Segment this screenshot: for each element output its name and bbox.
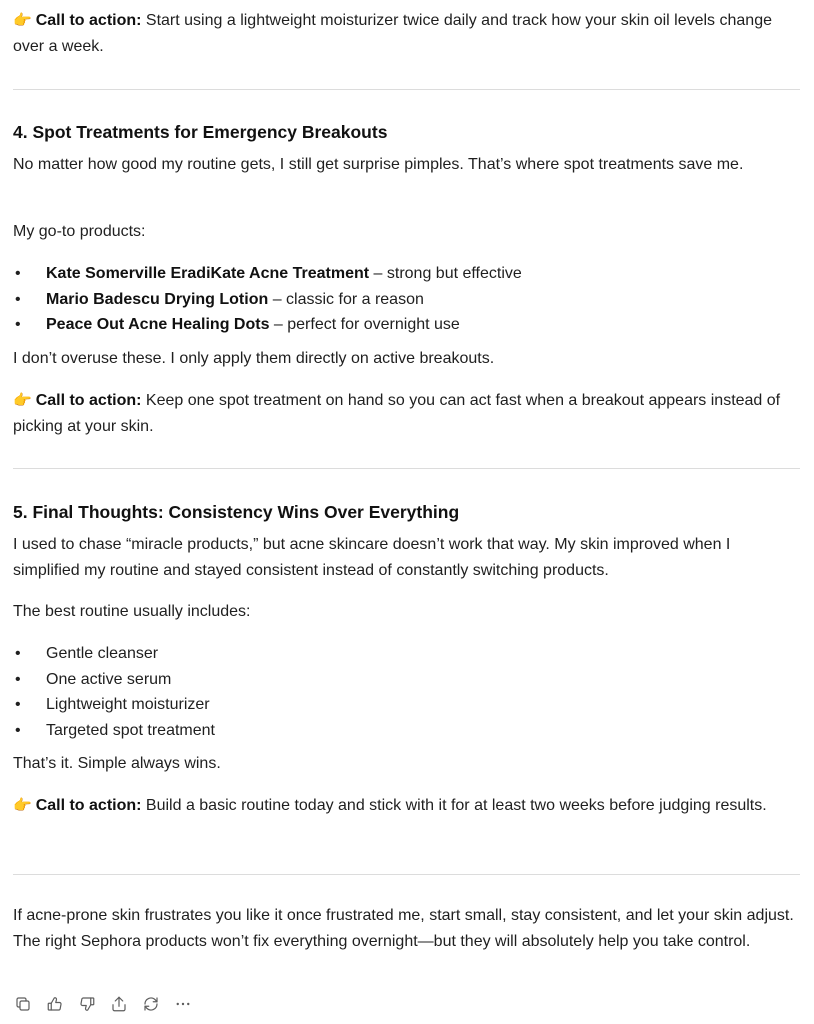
section-intro: I used to chase “miracle products,” but acne skincare doesn’t work that way. My skin improved when I simplified my routine and stayed consistent instead of constantly switching products. [13,536,731,579]
list-item [13,312,522,338]
section-intro: No matter how good my routine gets, I still get surprise pimples. That’s where spot treatments save me. [13,156,744,173]
cta-text: Build a basic routine today and stick with it for at least two weeks before judging results. [141,797,767,814]
list-intro: The best routine usually includes: [13,603,251,620]
share-icon [110,995,128,1013]
thumbs-up-icon [46,995,64,1013]
product-desc: – classic for a reason [268,290,424,308]
copy-icon [14,995,32,1013]
message-actions-toolbar [13,994,193,1014]
divider [13,89,800,90]
section-note: That’s it. Simple always wins. [13,755,221,772]
share-button[interactable] [109,994,129,1014]
list-item [13,287,522,313]
product-desc: – perfect for overnight use [269,316,460,333]
cta-label: Call to action: [35,12,142,29]
list-item: • One active serum [13,667,215,693]
cta-paragraph-section4 [13,388,800,439]
cta-paragraph-section3 [13,8,800,59]
section-heading-final-thoughts: 5. Final Thoughts: Consistency Wins Over Everything [13,502,460,522]
list-intro: My go-to products: [13,223,146,240]
divider [13,874,800,875]
list-item: • Gentle cleanser [13,641,215,667]
cta-label: Call to action: [35,797,142,814]
cta-text: Keep one spot treatment on hand so you can act fast when a breakout appears instead of picking at your skin. [13,392,781,435]
product-list [13,261,522,338]
pointing-hand-icon: 👉 [13,391,32,409]
pointing-hand-icon: 👉 [13,796,32,814]
cta-label: Call to action: [35,392,142,409]
closing-paragraph: If acne-prone skin frustrates you like it once frustrated me, start small, stay consistent, and let your skin adjust. The right Sephora products won’t fix everything overnight—but they will absolutely help you take control. [13,907,794,950]
thumbs-down-button[interactable] [77,994,97,1014]
product-name: Mario Badescu Drying Lotion [46,290,269,308]
product-name: Peace Out Acne Healing Dots [46,316,270,333]
thumbs-down-icon [78,995,96,1013]
regenerate-button[interactable] [141,994,161,1014]
product-desc: – strong but effective [369,265,522,282]
regenerate-icon [142,995,160,1013]
copy-button[interactable] [13,994,33,1014]
section-note: I don’t overuse these. I only apply them directly on active breakouts. [13,350,495,367]
thumbs-up-button[interactable] [45,994,65,1014]
more-options-button[interactable] [173,994,193,1014]
pointing-hand-icon: 👉 [13,11,32,29]
routine-list [13,641,215,743]
product-name: Kate Somerville EradiKate Acne Treatment [46,265,370,282]
cta-paragraph-section5 [13,793,800,819]
list-item: • Lightweight moisturizer [13,692,215,718]
list-item [13,261,522,287]
cta-text: Start using a lightweight moisturizer twice daily and track how your skin oil levels change over a week. [13,12,772,55]
divider [13,468,800,469]
list-item: • Targeted spot treatment [13,718,215,744]
section-heading-spot-treatments: 4. Spot Treatments for Emergency Breakouts [13,122,388,142]
more-icon [174,995,192,1013]
